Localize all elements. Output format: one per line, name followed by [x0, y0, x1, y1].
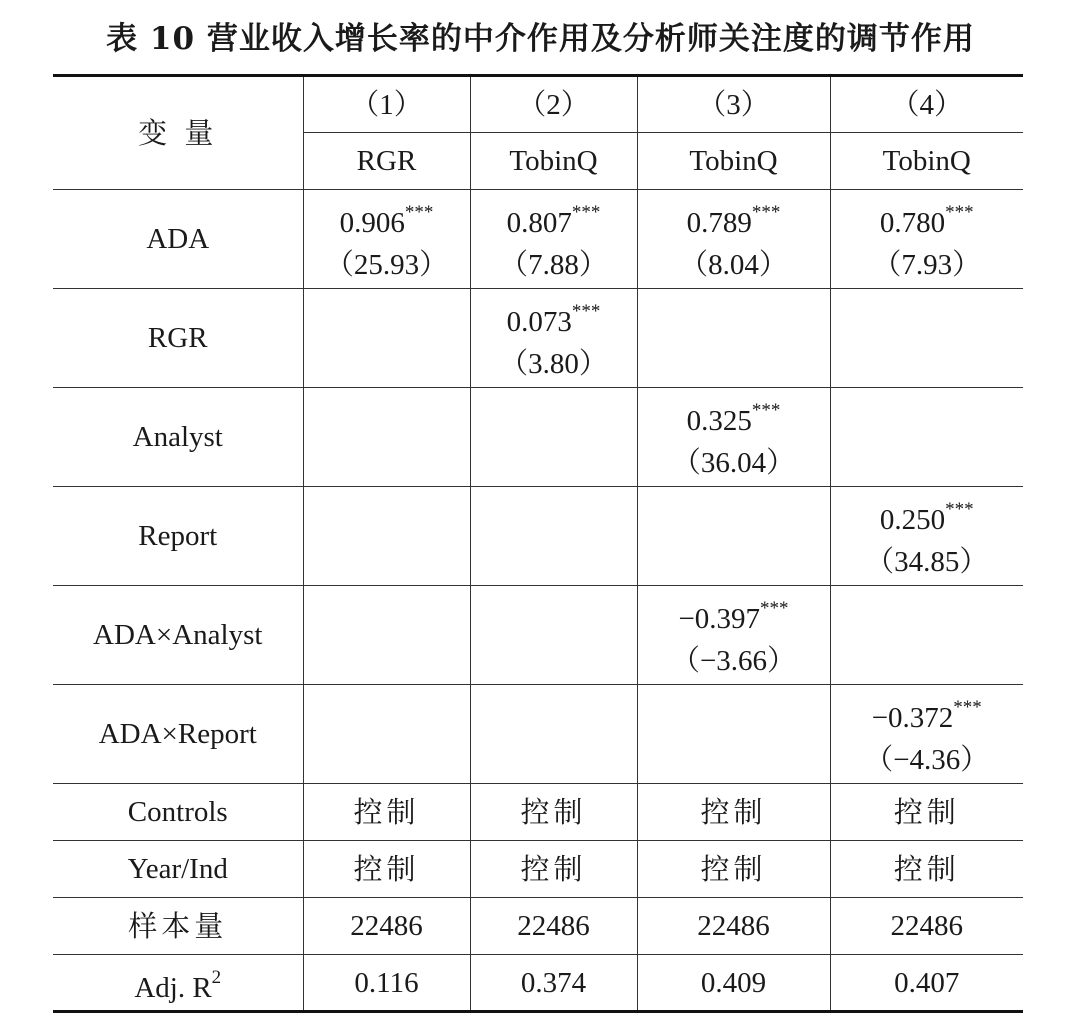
row-ada-analyst	[53, 586, 1023, 685]
significance-stars: ***	[571, 301, 601, 322]
coef-value: 0.906	[339, 207, 405, 239]
sample-size-value-3: 22486	[637, 898, 830, 955]
adj-r2-value-3: 0.409	[637, 955, 830, 1012]
adj-r2-value-1: 0.116	[303, 955, 470, 1012]
significance-stars: ***	[571, 202, 601, 223]
t-statistic: （7.88）	[499, 249, 608, 281]
row-label-ada: ADA	[53, 190, 303, 289]
significance-stars: ***	[953, 697, 982, 718]
significance-stars: ***	[404, 202, 434, 223]
year-ind-value-4: 控制	[830, 841, 1023, 898]
t-statistic: （−3.66）	[670, 645, 797, 677]
year-ind-value-2: 控制	[470, 841, 637, 898]
regression-table	[53, 74, 1023, 1013]
variable-header: 变 量	[53, 76, 303, 190]
significance-stars: ***	[945, 202, 974, 223]
cell-ada-3	[637, 190, 830, 289]
col-number-4: （4）	[830, 76, 1023, 133]
year-ind-value-1: 控制	[303, 841, 470, 898]
row-report	[53, 487, 1023, 586]
coef-value: −0.372	[871, 702, 954, 734]
cell-rgr-1	[303, 289, 470, 388]
header-row-col-numbers	[53, 76, 1023, 133]
significance-stars: ***	[751, 400, 781, 421]
coef-value: 0.807	[506, 207, 572, 239]
cell-ada-report-4	[830, 685, 1023, 784]
row-label-controls: Controls	[53, 784, 303, 841]
dep-var-4: TobinQ	[830, 133, 1023, 190]
superscript-2: 2	[211, 966, 222, 988]
cell-ada-analyst-3	[637, 586, 830, 685]
controls-value-1: 控制	[303, 784, 470, 841]
cell-analyst-4	[830, 388, 1023, 487]
col-number-3: （3）	[637, 76, 830, 133]
row-label-ada-analyst: ADA×Analyst	[53, 586, 303, 685]
cell-ada-report-2	[470, 685, 637, 784]
cell-rgr-3	[637, 289, 830, 388]
t-statistic: （25.93）	[324, 249, 449, 281]
significance-stars: ***	[751, 202, 781, 223]
coef-value: −0.397	[678, 603, 761, 635]
dep-var-2: TobinQ	[470, 133, 637, 190]
row-analyst	[53, 388, 1023, 487]
cell-report-2	[470, 487, 637, 586]
adj-r2-value-4: 0.407	[830, 955, 1023, 1012]
row-ada-report	[53, 685, 1023, 784]
coef-value: 0.325	[686, 405, 752, 437]
coef-value: 0.780	[879, 207, 946, 239]
row-year-ind	[53, 841, 1023, 898]
significance-stars: ***	[760, 598, 789, 619]
row-controls	[53, 784, 1023, 841]
row-ada	[53, 190, 1023, 289]
cell-report-3	[637, 487, 830, 586]
cell-report-4	[830, 487, 1023, 586]
t-statistic: （7.93）	[872, 249, 982, 281]
cell-rgr-2	[470, 289, 637, 388]
controls-value-2: 控制	[470, 784, 637, 841]
cell-ada-analyst-1	[303, 586, 470, 685]
row-label-sample-size: 样本量	[53, 898, 303, 955]
cell-analyst-3	[637, 388, 830, 487]
cell-ada-analyst-4	[830, 586, 1023, 685]
cell-ada-analyst-2	[470, 586, 637, 685]
t-statistic: （3.80）	[499, 348, 608, 380]
sample-size-value-2: 22486	[470, 898, 637, 955]
cell-analyst-1	[303, 388, 470, 487]
cell-ada-1	[303, 190, 470, 289]
row-label-year-ind: Year/Ind	[53, 841, 303, 898]
cell-ada-4	[830, 190, 1023, 289]
t-statistic: （−4.36）	[864, 744, 990, 776]
coef-value: 0.250	[879, 504, 946, 536]
year-ind-value-3: 控制	[637, 841, 830, 898]
adj-r-label: Adj. R	[134, 971, 212, 1004]
t-statistic: （34.85）	[865, 546, 989, 578]
cell-ada-2	[470, 190, 637, 289]
cell-ada-report-1	[303, 685, 470, 784]
controls-value-3: 控制	[637, 784, 830, 841]
significance-stars: ***	[945, 499, 974, 520]
table-title: 表 10 营业收入增长率的中介作用及分析师关注度的调节作用	[106, 21, 975, 57]
dep-var-3: TobinQ	[637, 133, 830, 190]
controls-value-4: 控制	[830, 784, 1023, 841]
adj-r2-value-2: 0.374	[470, 955, 637, 1012]
cell-ada-report-3	[637, 685, 830, 784]
row-adj-r2	[53, 955, 1023, 1012]
coef-value: 0.789	[686, 207, 752, 239]
dep-var-1: RGR	[303, 133, 470, 190]
cell-analyst-2	[470, 388, 637, 487]
sample-size-value-1: 22486	[303, 898, 470, 955]
row-rgr	[53, 289, 1023, 388]
col-number-2: （2）	[470, 76, 637, 133]
col-number-1: （1）	[303, 76, 470, 133]
t-statistic: （8.04）	[679, 249, 788, 281]
row-label-report: Report	[53, 487, 303, 586]
row-label-ada-report: ADA×Report	[53, 685, 303, 784]
row-label-analyst: Analyst	[53, 388, 303, 487]
cell-report-1	[303, 487, 470, 586]
cell-rgr-4	[830, 289, 1023, 388]
sample-size-value-4: 22486	[830, 898, 1023, 955]
row-label-adj-r2	[53, 955, 303, 1012]
coef-value: 0.073	[506, 306, 572, 338]
row-label-rgr: RGR	[53, 289, 303, 388]
t-statistic: （36.04）	[671, 447, 796, 479]
row-sample-size	[53, 898, 1023, 955]
